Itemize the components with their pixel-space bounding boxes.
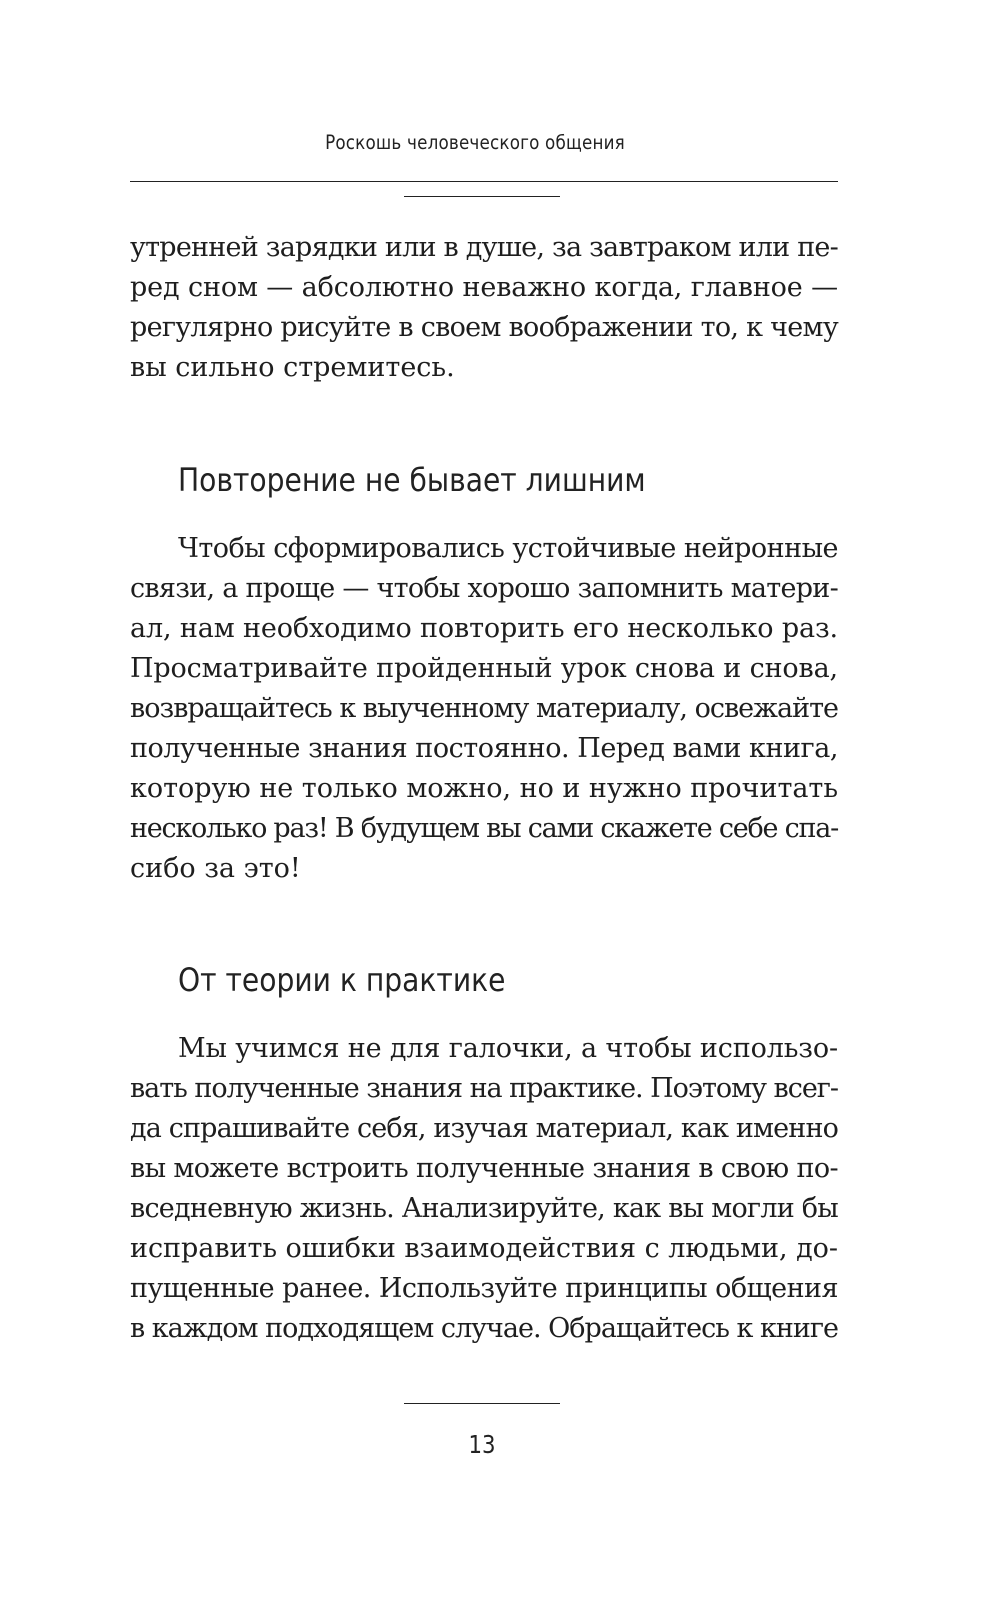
text-line: утренней зарядки или в душе, за завтраком или пе-	[130, 232, 838, 263]
text-line: ал, нам необходимо повторить его несколько раз.	[130, 613, 838, 644]
text-line: исправить ошибки взаимодействия с людьми, до-	[130, 1233, 838, 1264]
page-number: 13	[468, 1430, 496, 1459]
text-line: ред сном — абсолютно неважно когда, главное —	[130, 272, 838, 303]
text-line: вседневную жизнь. Анализируйте, как вы могли бы	[130, 1193, 838, 1224]
text-line: полученные знания постоянно. Перед вами книга,	[130, 733, 838, 764]
text-line: Чтобы сформировались устойчивые нейронные	[178, 533, 838, 564]
header-short-rule	[404, 196, 560, 197]
text-line: вы можете встроить полученные знания в свою по-	[130, 1153, 838, 1184]
text-line: Мы учимся не для галочки, а чтобы использо-	[178, 1033, 838, 1064]
text-line: Просматривайте пройденный урок снова и снова,	[130, 653, 838, 684]
text-line: сибо за это!	[130, 853, 301, 884]
text-line: да спрашивайте себя, изучая материал, как именно	[130, 1113, 838, 1144]
text-line: в каждом подходящем случае. Обращайтесь к книге	[130, 1313, 838, 1344]
text-line: вы сильно стремитесь.	[130, 352, 455, 383]
text-line: связи, а проще — чтобы хорошо запомнить матери-	[130, 573, 838, 604]
section-heading-practice: От теории к практике	[178, 961, 506, 999]
text-line: возвращайтесь к выученному материалу, освежайте	[130, 693, 838, 724]
section-heading-repetition: Повторение не бывает лишним	[178, 461, 646, 499]
text-line: которую не только можно, но и нужно прочитать	[130, 773, 838, 804]
text-line: вать полученные знания на практике. Поэтому всег-	[130, 1073, 838, 1104]
running-head: Роскошь человеческого общения	[325, 131, 625, 154]
paragraph-practice	[130, 1029, 838, 1349]
text-line: регулярно рисуйте в своем воображении то, к чему	[130, 312, 838, 343]
header-rule	[130, 181, 838, 182]
text-line: несколько раз! В будущем вы сами скажете себе спа-	[130, 813, 838, 844]
intro-paragraph	[130, 228, 838, 388]
footer-rule	[404, 1403, 560, 1404]
paragraph-repetition	[130, 529, 838, 889]
text-line: пущенные ранее. Используйте принципы общения	[130, 1273, 838, 1304]
